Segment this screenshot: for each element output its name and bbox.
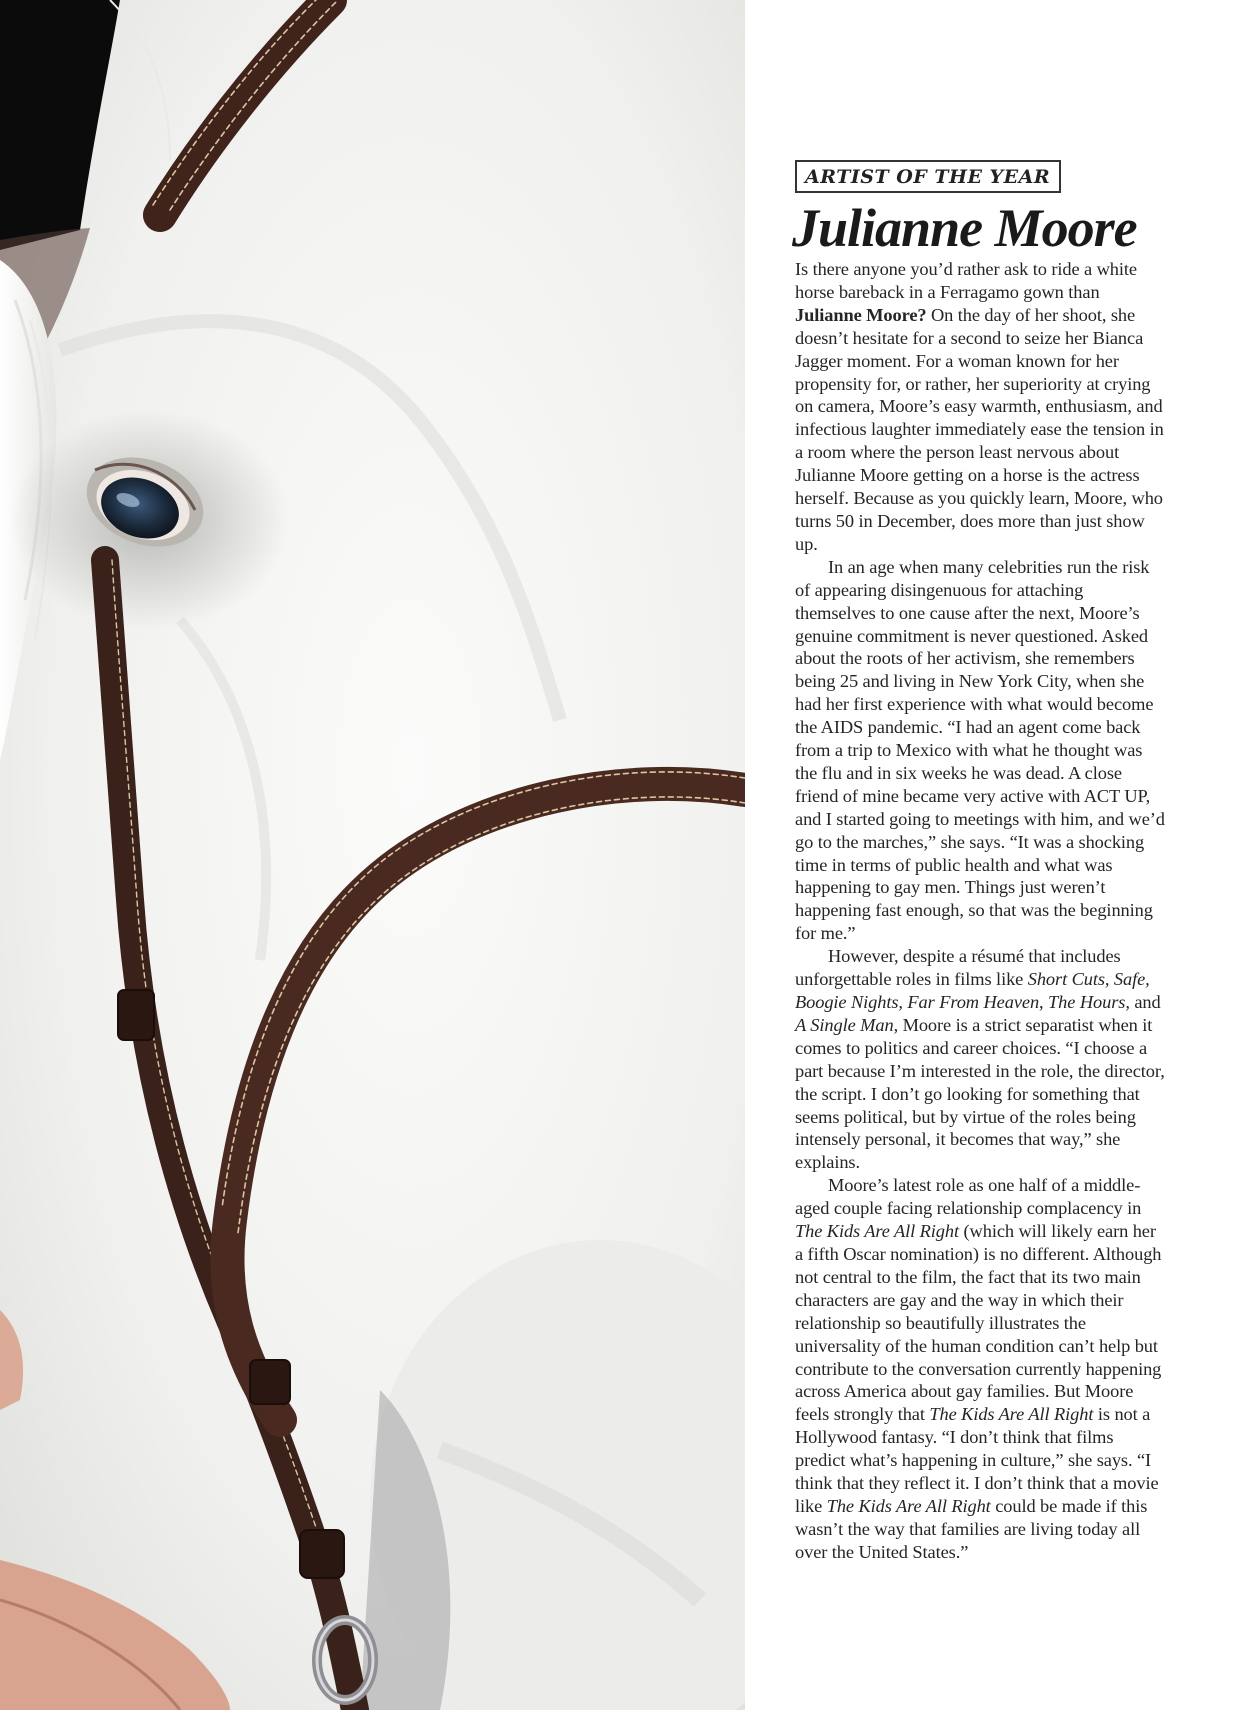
- bold-text: Julianne Moore?: [795, 304, 927, 325]
- paragraph: [795, 945, 1167, 1174]
- paragraph: [795, 258, 1167, 556]
- article-headline: Julianne Moore: [792, 198, 1137, 258]
- text-run: , Moore is a strict separatist when it comes to politics and career choices. “I choose a part because I’m interested in the role, the director, the script. I don’t go looking for something that seems political, but by virtue of the roles being intensely personal, it becomes that way,” she explains.: [795, 1014, 1165, 1173]
- text-run: is not a Hollywood fantasy. “I don’t think that films predict what’s happening in culture,” she says. “I think that they reflect it. I don’t think that a movie like: [795, 1404, 1159, 1516]
- article-body: [795, 258, 1167, 1564]
- text-run: In an age when many celebrities run the risk of appearing disingenuous for attaching themselves to one cause after the next, Moore’s genuine commitment is never questioned. Asked about the roots of her activism, she remembers being 25 and living in New York City, when she had her first experience with what would become the AIDS pandemic. “I had an agent come back from a trip to Mexico with what he thought was the flu and in six weeks he was dead. A close friend of mine became very active with ACT UP, and I started going to meetings with him, and we’d go to the marches,” she says. “It was a shocking time in terms of public health and what was happening to gay men. Things just weren’t happening fast enough, so that was the beginning for me.”: [795, 556, 1165, 944]
- italic-title: The Hours,: [1048, 992, 1130, 1012]
- text-run: could be made if this wasn’t the way that families are living today all over the United States.”: [795, 1495, 1148, 1562]
- text-run: (which will likely earn her a fifth Oscar nomination) is no different. Although not central to the film, the fact that its two main characters are gay and the way in which their relationship so beautifully illustrates the universality of the human condition can’t help but contribute to the conversation currently happening across America about gay families. But Moore feels strongly that: [795, 1221, 1162, 1425]
- paragraph: [795, 1174, 1167, 1563]
- text-run: Moore’s latest role as one half of a middle-aged couple facing relationship complacency in: [795, 1175, 1142, 1219]
- italic-title: Short Cuts, Safe, Boogie Nights, Far From Heaven: [795, 969, 1150, 1012]
- text-run: However, despite a résumé that includes unforgettable roles in films like: [795, 946, 1121, 990]
- section-kicker: ARTIST OF THE YEAR: [795, 160, 1061, 193]
- italic-title: A Single Man: [795, 1014, 894, 1035]
- article: [792, 160, 1167, 1564]
- text-run: and: [1129, 992, 1161, 1012]
- italic-title: The Kids Are All Right: [929, 1404, 1094, 1425]
- text-run: Is there anyone you’d rather ask to ride a white horse bareback in a Ferragamo gown than: [795, 259, 1137, 302]
- paragraph: [795, 556, 1167, 945]
- italic-title: The Kids Are All Right: [795, 1221, 960, 1242]
- text-run: ,: [1039, 992, 1049, 1012]
- italic-title: The Kids Are All Right: [826, 1495, 991, 1516]
- text-run: On the day of her shoot, she doesn’t hesitate for a second to seize her Bianca Jagger moment. For a woman known for her propensity for, or rather, her superiority at crying on camera, Moore’s easy warmth, enthusiasm, and infectious laughter immediately ease the tension in a room where the person least nervous about Julianne Moore getting on a horse is the actress herself. Because as you quickly learn, Moore, who turns 50 in December, does more than just show up.: [795, 304, 1164, 554]
